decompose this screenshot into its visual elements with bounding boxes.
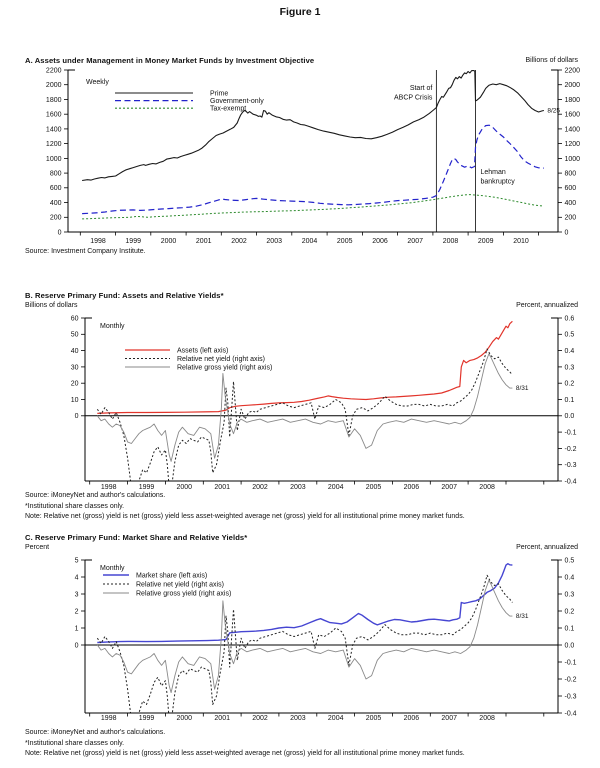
y-tick-label-left: 1200 [45,141,62,148]
x-tick-label: 2005 [365,484,382,491]
y-tick-label-right: -0.4 [564,478,577,486]
y-tick-label-right: 2200 [564,67,581,75]
legend-label-tax-exempt: Tax-exempt [210,105,247,113]
x-tick-label: 2007 [441,484,457,491]
y-tick-label-left: 2000 [45,82,62,90]
x-tick-label: 2005 [336,238,353,245]
event-annotation: Start of [409,85,433,92]
series-line-relative-net-yield-right-axis [97,575,512,725]
panel-c-right-axis-unit: Percent, annualized [516,544,578,551]
y-tick-label-right: 0.1 [564,396,575,404]
last-observation-label: 8/31 [515,385,529,393]
y-tick-label-right: 0.4 [564,348,575,355]
legend-label-assets-left-axis: Assets (left axis) [177,347,229,355]
y-tick-label-left: 800 [49,170,62,178]
y-tick-label-right: 0.1 [564,625,575,633]
legend-label-relative-gross-yield-right-axis: Relative gross yield (right axis) [136,590,232,598]
series-line-relative-gross-yield-right-axis [97,354,512,462]
y-tick-label-right: -0.3 [564,462,577,470]
y-tick-label-right: -0.2 [564,676,577,684]
y-tick-label-left: 2 [74,608,79,616]
series-line-government-only [82,125,544,213]
x-tick-label: 2004 [327,484,344,491]
x-tick-label: 2008 [479,715,495,722]
y-tick-label-left: 50 [70,331,79,339]
y-tick-label-right: 1800 [564,96,581,104]
y-tick-label-left: 600 [49,185,62,193]
y-tick-label-left: 3 [74,591,79,599]
x-tick-label: 2003 [266,238,282,245]
y-tick-label-left: 1 [74,625,79,633]
panel-b-footnote-asterisk: *Institutional share classes only. [25,503,125,510]
x-tick-label: 2007 [407,238,423,245]
y-tick-label-right: 0.0 [564,413,575,421]
x-tick-label: 1998 [100,484,117,491]
y-tick-label-left: 4 [74,574,79,582]
panel-b-title: B. Reserve Primary Fund: Assets and Relative Yields* [25,291,224,300]
x-tick-label: 2003 [290,484,306,491]
y-tick-label-right: 2000 [564,82,581,90]
x-tick-label: 2002 [231,238,247,245]
y-tick-label-left: 1000 [45,155,62,163]
y-tick-label-left: 60 [70,315,79,323]
y-tick-label-right: 0.2 [564,380,575,388]
x-tick-label: 2000 [176,715,193,722]
y-tick-label-left: 5 [74,557,79,565]
y-tick-label-right: 0.5 [564,557,575,565]
panel-b-source: Source: iMoneyNet and author's calculations. [25,492,166,499]
y-tick-label-left: 20 [70,380,79,388]
x-tick-label: 1998 [90,238,106,245]
x-tick-label: 2010 [513,238,529,245]
figure-title: Figure 1 [279,6,321,18]
y-tick-label-left: 10 [70,396,79,404]
y-tick-label-right: -0.4 [564,710,577,718]
last-observation-label: 8/31 [515,613,529,621]
x-tick-label: 2007 [441,715,457,722]
y-tick-label-left: 1800 [45,96,62,104]
x-tick-label: 2005 [365,715,382,722]
y-tick-label-left: 400 [49,199,62,207]
x-tick-label: 2002 [252,484,268,491]
legend-label-prime: Prime [210,90,229,98]
event-annotation: ABCP Crisis [394,94,433,102]
panel-c-footnote-asterisk: *Institutional share classes only. [25,740,125,747]
y-tick-label-right: 400 [564,199,577,207]
y-tick-label-right: -0.2 [564,445,577,453]
x-tick-label: 1999 [138,484,155,491]
series-line-tax-exempt [82,195,544,219]
panel-c-left-axis-unit: Percent [25,544,50,551]
y-tick-label-right: 800 [564,170,577,178]
panel-a-title: A. Assets under Management in Money Market Funds by Investment Objective [25,56,315,65]
x-tick-label: 2001 [214,715,230,722]
y-tick-label-right: 0.6 [564,315,575,323]
last-observation-label: 8/25 [547,107,561,115]
y-tick-label-right: 1400 [564,126,581,134]
x-tick-label: 2009 [477,238,494,245]
panel-a-right-axis-unit: Billions of dollars [525,57,578,64]
panel-c-plot [0,554,600,728]
y-tick-label-right: 0.4 [564,574,575,582]
legend-label-market-share-left-axis: Market share (left axis) [136,572,208,580]
x-tick-label: 1999 [138,715,155,722]
y-tick-label-right: 0.3 [564,364,575,372]
panel-c-title: C. Reserve Primary Fund: Market Share and Relative Yields* [25,533,248,542]
event-annotation: bankruptcy [480,178,515,186]
y-tick-label-left: 40 [70,348,79,355]
panel-b-right-axis-unit: Percent, annualized [516,302,578,309]
series-line-relative-net-yield-right-axis [97,349,512,492]
legend-label-relative-gross-yield-right-axis: Relative gross yield (right axis) [177,364,273,372]
x-tick-label: 2008 [479,484,495,491]
y-tick-label-right: -0.3 [564,693,577,701]
x-tick-label: 2006 [403,715,420,722]
y-tick-label-right: 0.0 [564,642,575,650]
frequency-label: Weekly [86,79,109,86]
panel-c-footnote-note: Note: Relative net (gross) yield is net (gross) yield less asset-weighted average net (gross) yield for all institutional prime money market funds. [25,750,465,757]
panel-b-left-axis-unit: Billions of dollars [25,302,78,309]
frequency-label: Monthly [100,323,125,330]
x-tick-label: 1999 [125,238,141,245]
x-tick-label: 1998 [100,715,117,722]
y-tick-label-left: 30 [70,364,79,372]
y-tick-label-left: 0 [74,642,79,650]
y-tick-label-right: 0.3 [564,591,575,599]
x-tick-label: 2000 [176,484,193,491]
panel-b-footnote-note: Note: Relative net (gross) yield is net (gross) yield less asset-weighted average net (gross) yield for all institutional prime money market funds. [25,513,465,520]
frequency-label: Monthly [100,565,125,572]
y-tick-label-left: 0 [57,229,62,237]
y-tick-label-right: -0.1 [564,659,577,667]
x-tick-label: 2008 [442,238,459,245]
event-annotation: Lehman [480,169,506,176]
x-tick-label: 2001 [195,238,212,245]
y-tick-label-right: 0.5 [564,331,575,339]
y-tick-label-right: 1000 [564,155,581,163]
series-line-prime [82,70,544,180]
panel-c-source: Source: iMoneyNet and author's calculations. [25,729,166,736]
y-tick-label-right: 1200 [564,141,581,148]
panel-a-plot [0,66,600,258]
y-tick-label-right: 0 [564,229,569,237]
x-tick-label: 2004 [301,238,318,245]
y-tick-label-left: 1600 [45,111,62,119]
legend-label-government-only: Government-only [210,98,264,105]
y-tick-label-right: 200 [564,214,577,222]
x-tick-label: 2006 [403,484,420,491]
y-tick-label-left: 200 [49,214,62,222]
panel-b-plot [0,312,600,498]
x-tick-label: 2002 [252,715,268,722]
y-tick-label-right: 600 [564,185,577,193]
x-tick-label: 2004 [327,715,344,722]
legend-label-relative-net-yield-right-axis: Relative net yield (right axis) [136,581,224,589]
y-tick-label-right: -0.1 [564,429,577,437]
y-tick-label-left: 2200 [45,67,62,75]
y-tick-label-left: 0 [74,413,79,421]
x-tick-label: 2003 [290,715,306,722]
x-tick-label: 2001 [214,484,230,491]
panel-a-source: Source: Investment Company Institute. [25,248,146,255]
x-tick-label: 2000 [160,238,177,245]
x-tick-label: 2006 [372,238,388,245]
y-tick-label-right: 1600 [564,111,581,119]
y-tick-label-left: 1400 [45,126,62,134]
legend-label-relative-net-yield-right-axis: Relative net yield (right axis) [177,355,265,363]
y-tick-label-right: 0.2 [564,608,575,616]
